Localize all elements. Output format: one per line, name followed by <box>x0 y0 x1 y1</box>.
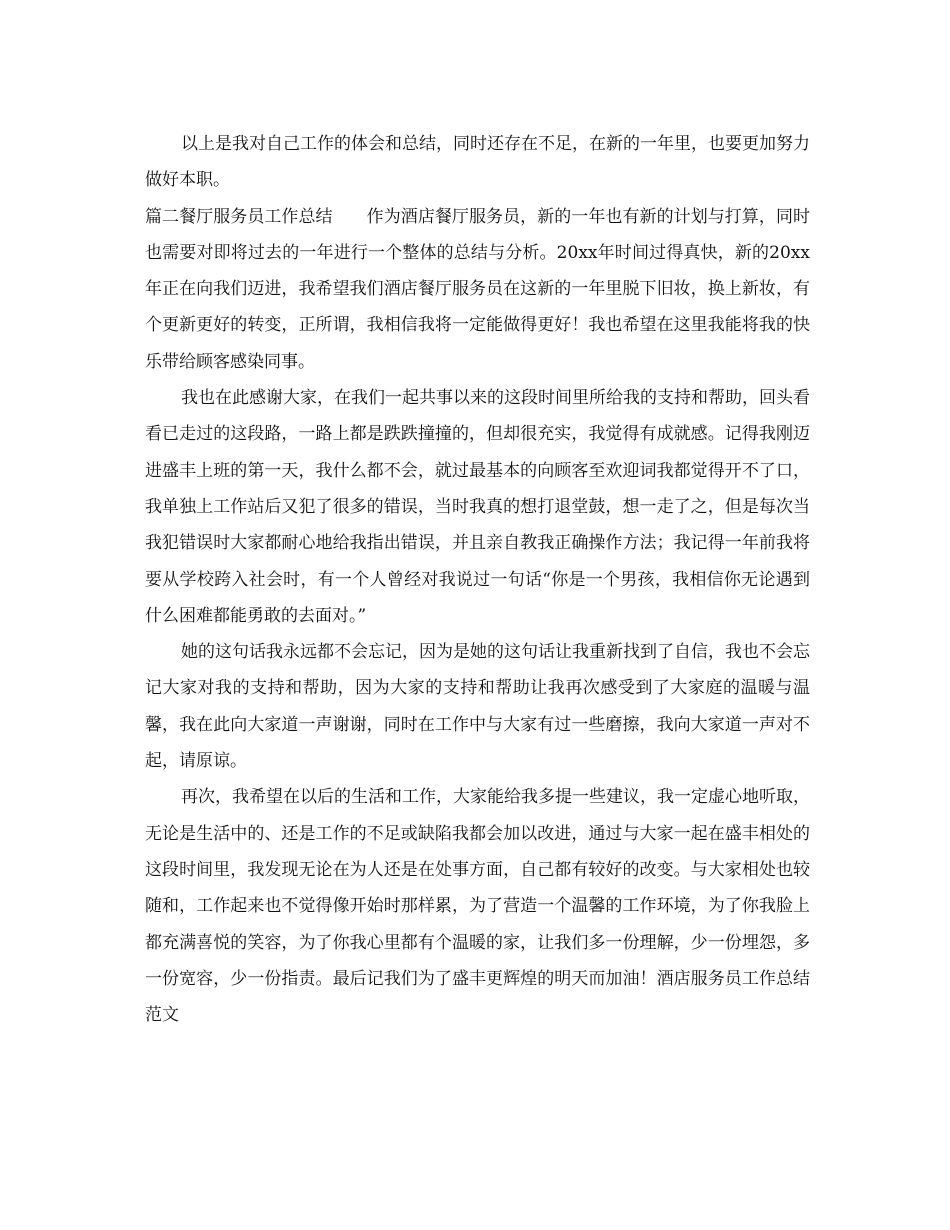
paragraph-5: 再次，我希望在以后的生活和工作，大家能给我多提一些建议，我一定虚心地听取，无论是生活中的、还是工作的不足或缺陷我都会加以改进，通过与大家一起在盛丰相处的这段时间里，我发现无论在为人还是在处事方面，自己都有较好的改变。与大家相处也较随和，工作起来也不觉得像开始时那样累，为了营造一个温馨的工作环境，为了你我脸上都充满喜悦的笑容，为了你我心里都有个温暖的家，让我们多一份理解，少一份埋怨，多一份宽容，少一份指责。最后记我们为了盛丰更辉煌的明天而加油！酒店服务员工作总结范文 <box>145 787 810 1026</box>
paragraph-2-text: 作为酒店餐厅服务员，新的一年也有新的计划与打算，同时也需要对即将过去的一年进行一个整体的总结与分析。20xx年时间过得真快，新的20xx年正在向我们迈进，我希望我们酒店餐厅服务员在这新的一年里脱下旧妆，换上新妆，有个更新更好的转变，正所谓，我相信我将一定能做得更好！我也希望在这里我能将我的快乐带给顾客感染同事。 <box>145 206 811 372</box>
document-body <box>145 126 810 1033</box>
section-heading: 篇二餐厅服务员工作总结 <box>145 206 333 227</box>
paragraph-3: 我也在此感谢大家，在我们一起共事以来的这段时间里所给我的支持和帮助，回头看看已走过的这段路，一路上都是跌跌撞撞的，但却很充实，我觉得有成就感。记得我刚迈进盛丰上班的第一天，我什么都不会，就过最基本的向顾客至欢迎词我都觉得开不了口，我单独上工作站后又犯了很多的错误，当时我真的想打退堂鼓，想一走了之，但是每次当我犯错误时大家都耐心地给我指出错误，并且亲自教我正确操作方法；我记得一年前我将要从学校跨入社会时，有一个人曾经对我说过一句话“你是一个男孩，我相信你无论遇到什么困难都能勇敢的去面对。” <box>145 388 810 626</box>
paragraph-1: 以上是我对自己工作的体会和总结，同时还存在不足，在新的一年里，也要更加努力做好本职。 <box>145 134 810 191</box>
paragraph-4: 她的这句话我永远都不会忘记，因为是她的这句话让我重新找到了自信，我也不会忘记大家对我的支持和帮助，因为大家的支持和帮助让我再次感受到了大家庭的温暖与温馨，我在此向大家道一声谢谢，同时在工作中与大家有过一些磨擦，我向大家道一声对不起，请原谅。 <box>145 642 810 772</box>
paragraph-2 <box>145 199 810 380</box>
